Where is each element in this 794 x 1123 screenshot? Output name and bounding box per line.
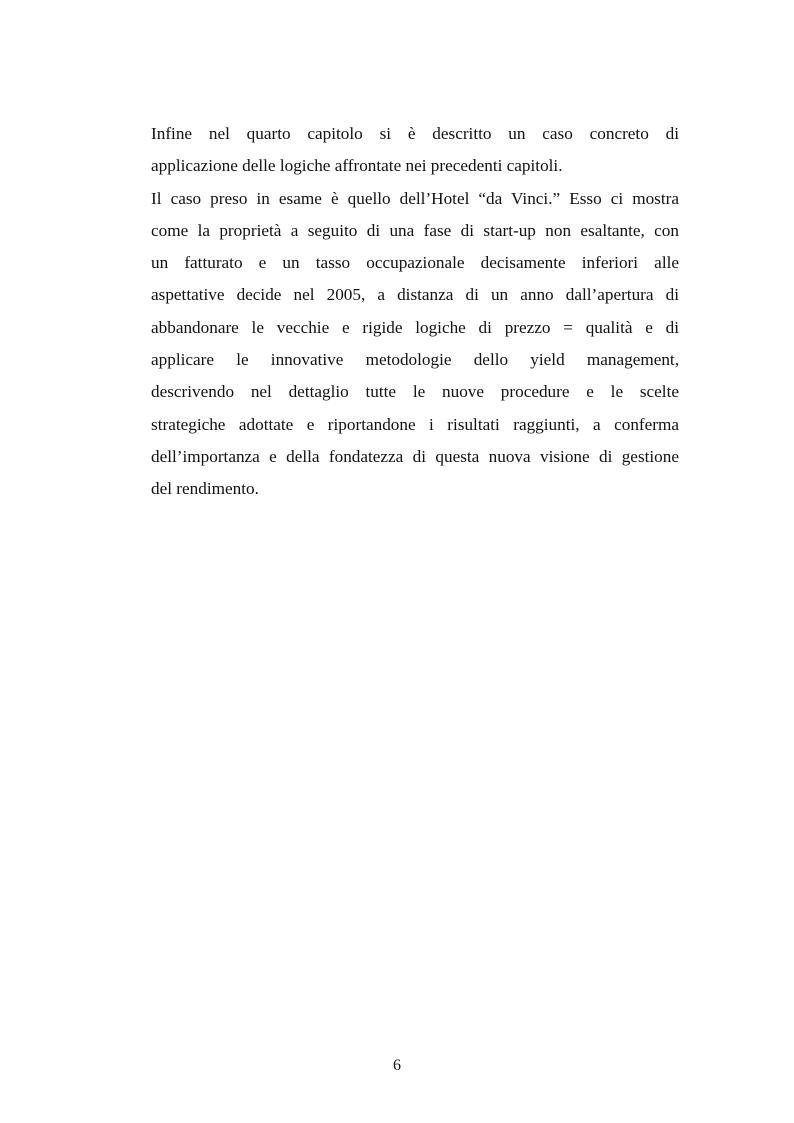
text-line: applicare le innovative metodologie dello yield management, xyxy=(151,350,679,370)
text-line: strategiche adottate e riportandone i risultati raggiunti, a conferma xyxy=(151,414,679,434)
text-line: descrivendo nel dettaglio tutte le nuove procedure e le scelte xyxy=(151,382,679,402)
text-line: applicazione delle logiche affrontate nei precedenti capitoli. xyxy=(151,156,563,176)
text-line: del rendimento. xyxy=(151,479,259,499)
page-number: 6 xyxy=(393,1057,401,1074)
text-line: abbandonare le vecchie e rigide logiche di prezzo = qualità e di xyxy=(151,317,679,337)
text-line: aspettative decide nel 2005, a distanza di un anno dall’apertura di xyxy=(151,285,679,305)
text-line: come la proprietà a seguito di una fase di start-up non esaltante, con xyxy=(151,220,679,240)
text-line: Il caso preso in esame è quello dell’Hotel “da Vinci.” Esso ci mostra xyxy=(151,188,679,208)
text-line: un fatturato e un tasso occupazionale decisamente inferiori alle xyxy=(151,253,679,273)
text-line: Infine nel quarto capitolo si è descritto un caso concreto di xyxy=(151,124,679,143)
body-text xyxy=(151,118,679,506)
text-line: dell’importanza e della fondatezza di questa nuova visione di gestione xyxy=(151,446,679,466)
